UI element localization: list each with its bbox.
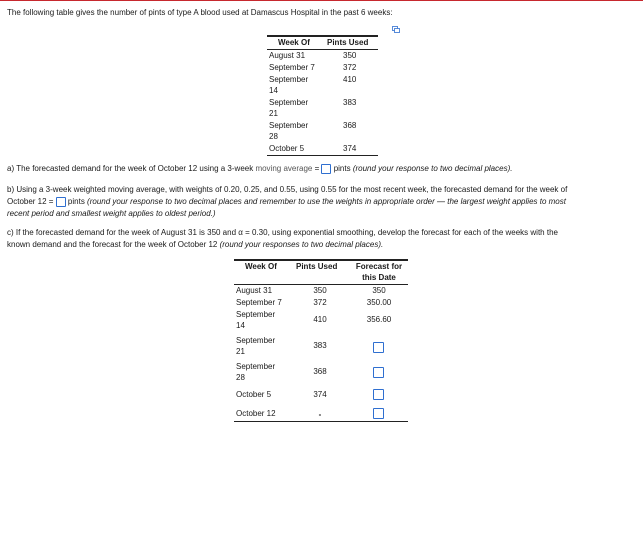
question-c-line2 bbox=[7, 239, 639, 251]
table-row-pints: 368 bbox=[343, 121, 357, 130]
table-row-week-line2: 14 bbox=[236, 321, 245, 330]
question-b-line2 bbox=[7, 196, 639, 208]
forecast-table-header-rule bbox=[234, 284, 408, 285]
table-row-week: August 31 bbox=[236, 286, 273, 295]
question-a-text: a) The forecasted demand for the week of October 12 using a 3-week bbox=[7, 164, 256, 173]
table-row-week: October 5 bbox=[236, 390, 272, 399]
table-row-week: September bbox=[236, 336, 276, 345]
table-row-pints: 374 bbox=[313, 390, 327, 399]
table-row-pints: 372 bbox=[313, 298, 327, 307]
col-header-pints: Pints Used bbox=[296, 262, 338, 271]
col-header-week: Week Of bbox=[245, 262, 277, 271]
table-row-week: September bbox=[236, 362, 276, 371]
forecast-input-oct-5[interactable] bbox=[373, 389, 384, 400]
table-row-week-line2: 28 bbox=[269, 132, 278, 141]
forecast-input-sep-21[interactable] bbox=[373, 342, 384, 353]
table-row-week-line2: 28 bbox=[236, 373, 245, 382]
table-row-week-line2: 21 bbox=[269, 109, 278, 118]
question-b-label: October 12 = bbox=[7, 197, 56, 206]
answer-b-input[interactable] bbox=[56, 197, 66, 207]
copy-table-icon[interactable] bbox=[392, 26, 400, 33]
forecast-input-sep-28[interactable] bbox=[373, 367, 384, 378]
table-top-rule bbox=[267, 35, 378, 37]
forecast-table-top-rule bbox=[234, 259, 408, 261]
table-row-week-line2: 21 bbox=[236, 347, 245, 356]
question-c bbox=[7, 227, 639, 251]
col-header-week: Week Of bbox=[278, 38, 310, 47]
table-row-pints: 372 bbox=[343, 63, 357, 72]
question-b-note2: recent period and smallest weight applies to oldest period.) bbox=[7, 209, 216, 218]
question-a-unit: pints bbox=[331, 164, 353, 173]
equals-sign: = bbox=[312, 164, 322, 173]
table-row-pints: 368 bbox=[313, 367, 327, 376]
table-row-week: September 7 bbox=[269, 63, 315, 72]
question-a bbox=[7, 163, 639, 175]
question-b-line1: b) Using a 3-week weighted moving average, with weights of 0.20, 0.25, and 0.55, using 0.55 for the most recent week, the forecasted demand for the week of bbox=[7, 185, 568, 194]
table-row-pints: 383 bbox=[313, 341, 327, 350]
table-row-pints: 410 bbox=[313, 315, 327, 324]
table-row-week: October 12 bbox=[236, 409, 276, 418]
top-accent-line bbox=[0, 0, 643, 1]
table-row-week: September 7 bbox=[236, 298, 282, 307]
table-row-week: September bbox=[269, 75, 309, 84]
forecast-input-oct-12[interactable] bbox=[373, 408, 384, 419]
question-b-line3 bbox=[7, 208, 639, 220]
table-row-pints: 350 bbox=[313, 286, 327, 295]
question-c-text: known demand and the forecast for the week of October 12 bbox=[7, 240, 220, 249]
table-row-week: September bbox=[236, 310, 276, 319]
table-bottom-rule bbox=[267, 155, 378, 156]
question-b-note: (round your response to two decimal places and remember to use the weights in appropriate order — the largest weight applies to most bbox=[87, 197, 566, 206]
table-row-week: October 5 bbox=[269, 144, 305, 153]
table-row-forecast: 350.00 bbox=[366, 298, 392, 307]
table-row-forecast: 356.60 bbox=[366, 315, 392, 324]
col-header-forecast-line2: this Date bbox=[362, 273, 396, 282]
table-row-forecast: 350 bbox=[372, 286, 386, 295]
table-row-pints: 383 bbox=[343, 98, 357, 107]
question-b bbox=[7, 184, 639, 220]
table-row-week-line2: 14 bbox=[269, 86, 278, 95]
table-row-pints: 350 bbox=[343, 51, 357, 60]
table-row-week: September bbox=[269, 121, 309, 130]
col-header-pints: Pints Used bbox=[327, 38, 369, 47]
question-b-unit: pints bbox=[65, 197, 88, 206]
table-row-week: September bbox=[269, 98, 309, 107]
intro-text: The following table gives the number of pints of type A blood used at Damascus Hospital in the past 6 weeks: bbox=[7, 8, 393, 17]
table-header-rule bbox=[267, 49, 378, 50]
question-c-note: (round your responses to two decimal places). bbox=[219, 240, 384, 249]
moving-average-link[interactable]: moving average bbox=[255, 164, 313, 173]
answer-a-input[interactable] bbox=[321, 164, 331, 174]
question-a-note: (round your response to two decimal places). bbox=[352, 164, 513, 173]
table-row-week: August 31 bbox=[269, 51, 306, 60]
col-header-forecast: Forecast for bbox=[355, 262, 403, 271]
table-row-pints: 410 bbox=[343, 75, 357, 84]
question-c-line1: c) If the forecasted demand for the week of August 31 is 350 and α = 0.30, using exponential smoothing, develop the forecast for each of the weeks with the bbox=[7, 228, 558, 237]
forecast-table-bottom-rule bbox=[234, 421, 408, 422]
table-row-pints: - bbox=[318, 410, 322, 419]
table-row-pints: 374 bbox=[343, 144, 357, 153]
